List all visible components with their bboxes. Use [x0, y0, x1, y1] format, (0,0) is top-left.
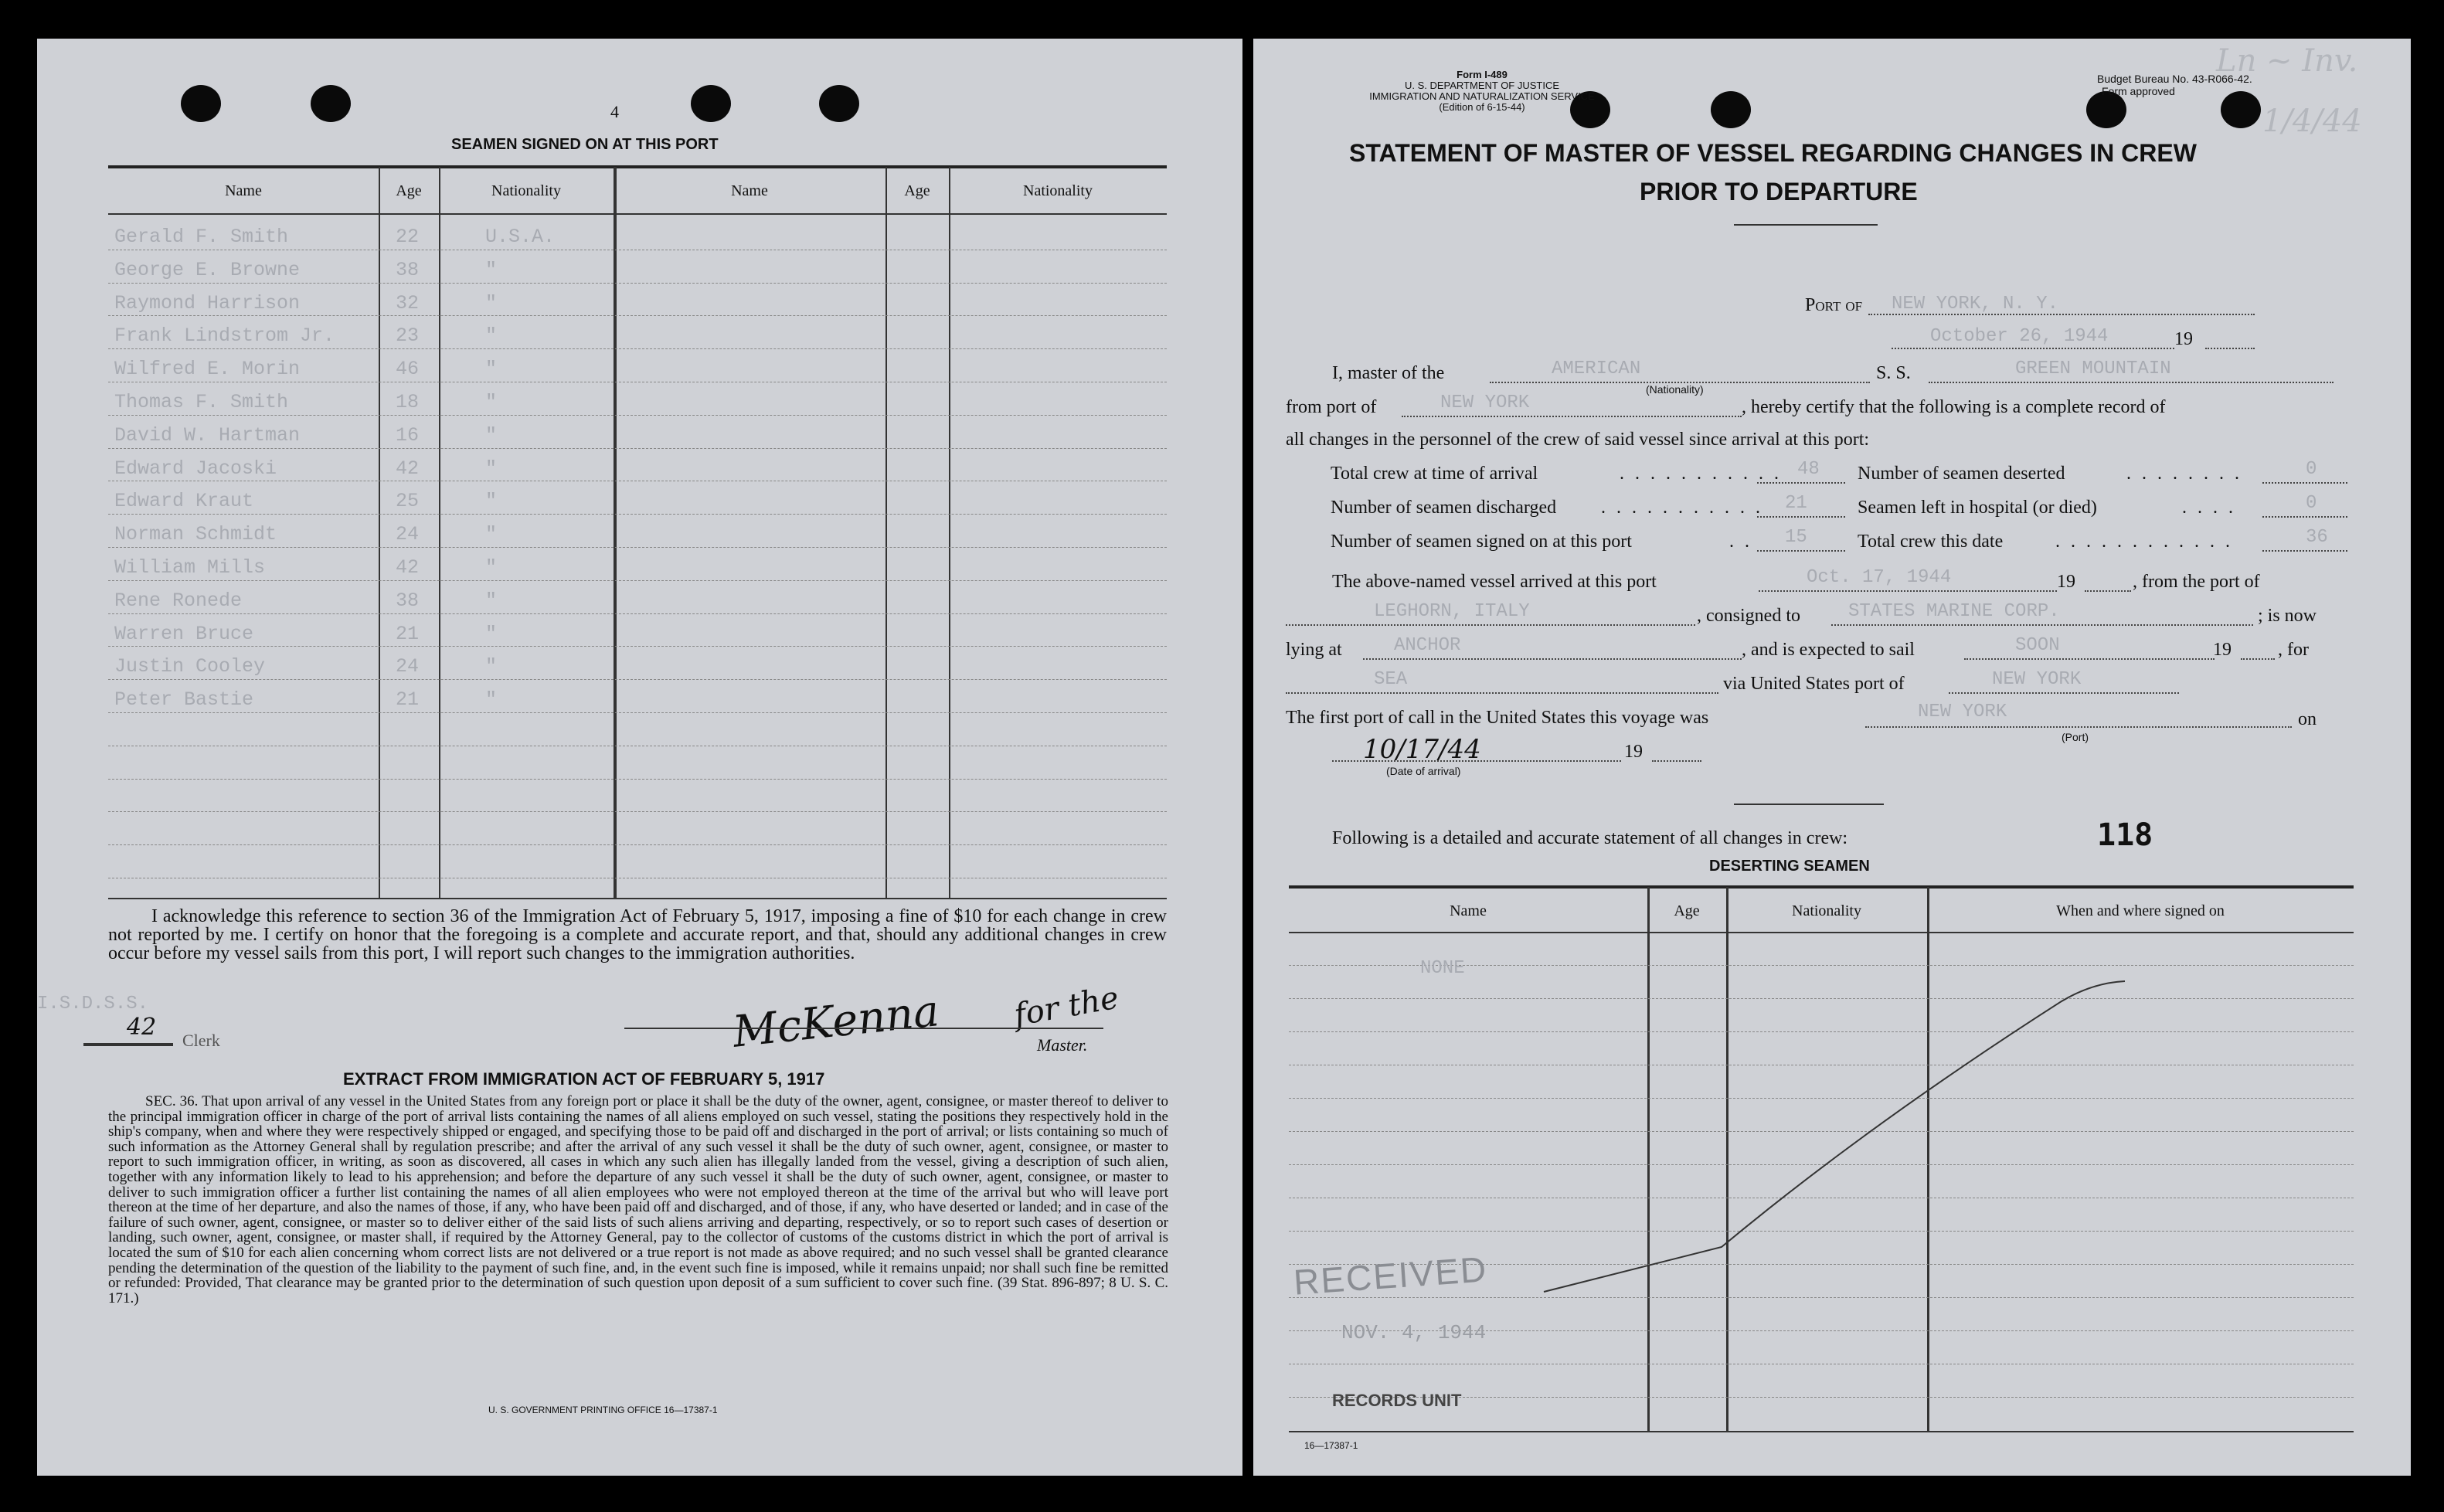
seaman-age: 42: [396, 457, 420, 480]
clerk-number: 42: [127, 1014, 157, 1041]
seaman-name: George E. Browne: [114, 258, 301, 281]
leader-dots: . . . . . . . .: [2126, 464, 2242, 484]
diagonal-strike-line: [1544, 981, 2125, 1292]
form-approved: Form approved: [2102, 85, 2175, 97]
port-of-label: Port of: [1805, 295, 1863, 315]
seaman-age: 38: [396, 258, 420, 281]
seaman-name: Edward Jacoski: [114, 457, 277, 480]
table-row-line: [108, 315, 1167, 316]
first-port-line: [1865, 726, 2292, 728]
arrived-value: Oct. 17, 1944: [1807, 567, 1952, 588]
seaman-nationality: ": [485, 258, 498, 281]
seaman-name: David W. Hartman: [114, 423, 301, 447]
leader-dots: . . . .: [2182, 498, 2236, 518]
via-label: via United States port of: [1723, 674, 1905, 694]
faint-handwriting: Ln ~ Inv.: [2216, 43, 2358, 79]
value-line: [1757, 516, 1845, 518]
seaman-age: 18: [396, 391, 420, 413]
year-line: [2241, 658, 2275, 660]
signature-line: [624, 1028, 1103, 1029]
total-crew-arrival-label: Total crew at time of arrival: [1331, 464, 1538, 484]
col-divider: [439, 167, 440, 898]
deserted-value: 0: [2306, 459, 2317, 480]
leader-dots: . . . . . . . . . . .: [1601, 498, 1763, 518]
seaman-name: Rene Ronede: [114, 589, 243, 612]
table-row-line: [108, 348, 1167, 349]
via-line: [1949, 692, 2179, 694]
year-line: [1652, 760, 1701, 762]
seaman-nationality: ": [485, 655, 498, 678]
seaman-name: Warren Bruce: [114, 622, 254, 645]
table-row-line: [108, 415, 1167, 416]
hospital-label: Seamen left in hospital (or died): [1858, 498, 2097, 518]
seaman-nationality: ": [485, 589, 498, 612]
seaman-age: 21: [396, 622, 420, 645]
on-label: on: [2298, 709, 2317, 729]
seaman-nationality: ": [485, 622, 498, 645]
table-row-line: [108, 283, 1167, 284]
date-value: October 26, 1944: [1930, 326, 2109, 347]
is-now-text: ; is now: [2258, 606, 2317, 626]
footer-number: 16—17387-1: [1304, 1440, 1358, 1451]
value-line: [2262, 516, 2347, 518]
seaman-age: 38: [396, 589, 420, 612]
received-date: NOV. 4, 1944: [1341, 1321, 1487, 1344]
col-divider: [949, 167, 950, 898]
table-row-line: [108, 811, 1167, 812]
master-of-label: I, master of the: [1332, 363, 1445, 383]
form-title-line2: PRIOR TO DEPARTURE: [1640, 178, 1918, 206]
table-row-line: [108, 514, 1167, 515]
seaman-nationality: ": [485, 358, 498, 381]
from-port-of-text: , from the port of: [2133, 572, 2260, 592]
seaman-name: William Mills: [114, 556, 266, 579]
sail-line: [1964, 658, 2215, 660]
table-row-line: [108, 712, 1167, 713]
from-port-label: from port of: [1286, 397, 1377, 417]
seaman-age: 32: [396, 291, 420, 314]
value-line: [1757, 482, 1845, 484]
arrived-line: [1759, 590, 2057, 592]
signed-on-value: 15: [1785, 527, 1807, 548]
seaman-age: 24: [396, 655, 420, 678]
via-value: NEW YORK: [1992, 669, 2082, 690]
total-crew-date-label: Total crew this date: [1858, 532, 2004, 552]
master-label: Master.: [1037, 1035, 1088, 1055]
seaman-age: 22: [396, 226, 420, 248]
stamp-number: 118: [2097, 817, 2153, 853]
port-label: (Port): [2062, 731, 2089, 743]
year-line: [2205, 348, 2255, 349]
seaman-nationality: ": [485, 523, 498, 546]
seaman-nationality: ": [485, 556, 498, 579]
origin-value: LEGHORN, ITALY: [1374, 601, 1530, 622]
arrival-date-value: 10/17/44: [1363, 734, 1481, 765]
seaman-age: 16: [396, 423, 420, 447]
arrived-text: The above-named vessel arrived at this port: [1332, 572, 1657, 592]
value-line: [1757, 550, 1845, 552]
date-line: [1892, 348, 2174, 349]
total-crew-arrival-value: 48: [1797, 459, 1820, 480]
form-title-line1: STATEMENT OF MASTER OF VESSEL REGARDING CHANGES IN CREW: [1349, 139, 2197, 167]
seaman-name: Edward Kraut: [114, 490, 254, 513]
acknowledgment-text: I acknowledge this reference to section 36 of the Immigration Act of February 5, 1917, imposing a fine of $10 for each change in crew not reported by me. I certify on honor that the foregoing is a complete and accurate report, and that, should any additional changes in crew occur before my vessel sails from this port, I will report such changes to the immigration authorities.: [108, 906, 1167, 963]
from-port-line: [1402, 416, 1742, 417]
seaman-nationality: ": [485, 423, 498, 447]
column-header-name: Name: [731, 182, 768, 199]
consigned-label: , consigned to: [1697, 606, 1800, 626]
section-36-text: SEC. 36. That upon arrival of any vessel in the United States from any foreign port or place it shall be the duty of the owner, agent, consignee, or master thereof to deliver to the principal immigration officer in charge of the port of arrival lists containing the names of all aliens employed on such vessel, stating the positions they respectively hold in the ship's company, when and where they were respectively shipped or engaged, and specifying those to be paid off and discharged in the port of arrival; or lists containing so much of such information as the Attorney General shall by regulation prescribe; and after the arrival of any such vessel it shall be the duty of such owner, agent, consignee, or master to report to such immigration officer, in writing, as soon as discovered, all cases in which any such alien has illegally landed from the vessel, giving a description of such alien, together with any information likely to lead to his apprehension; and before the departure of any such vessel it shall be the duty of such owner, agent, consignee, or master to deliver to such immigration officer a further list containing the names of all alien employees who were not employed thereon at the time of the arrival but who will leave port thereon at the time of her departure, and also the names of those, if any, who have been paid off and discharged, and of those, if any, who have deserted or landed; and in case of the failure of such owner, agent, consignee, or master so to deliver either of the said lists of such aliens arriving and departing, respectively, or so to report such cases of desertion or landing, such owner, agent, consignee, or master shall, if required by the Attorney General, pay to the collector of customs of the customs district in which the port of arrival is located the sum of $10 for each alien concerning whom correct lists are not delivered or a true report is not made as above required; and no such vessel shall be granted clearance pending the determination of the question of the liability to the payment of such fine, and, in the event such fine is imposed, while it remains unpaid; nor shall such fine be remitted or refunded: Provided, That clearance may be granted prior to the determination of such question upon deposit of a sum sufficient to cover such fine. (39 Stat. 896-897; 8 U. S. C. 171.): [108, 1093, 1168, 1306]
col-divider: [379, 167, 380, 898]
table-row-line: [108, 646, 1167, 647]
ship-value: GREEN MOUNTAIN: [2015, 358, 2171, 379]
department: U. S. DEPARTMENT OF JUSTICE: [1404, 80, 1560, 91]
port-value: NEW YORK, N. Y.: [1892, 294, 2059, 314]
seaman-age: 46: [396, 358, 420, 381]
certify-text: , hereby certify that the following is a complete record of: [1742, 397, 2166, 417]
title-underline: [1734, 224, 1878, 226]
first-port-text: The first port of call in the United States this voyage was: [1286, 708, 1709, 728]
column-header-nationality: Nationality: [491, 182, 561, 199]
desert-table-bottom-rule: [1289, 1431, 2354, 1432]
seaman-name: Justin Cooley: [114, 655, 266, 678]
document-sheet: [37, 39, 2411, 1476]
faint-stamp: I.S.D.S.S.: [37, 994, 149, 1014]
lying-line: [1363, 658, 1742, 660]
received-stamp: RECEIVED: [1292, 1249, 1489, 1303]
leader-dots: . . . . . . . . . . . .: [2055, 532, 2233, 552]
leader-dots: . .: [1729, 532, 1752, 552]
expected-sail-text: , and is expected to sail: [1742, 640, 1915, 660]
hospital-value: 0: [2306, 493, 2317, 514]
year-prefix: 19: [2057, 572, 2075, 592]
seaman-age: 24: [396, 523, 420, 546]
year-prefix: 19: [2213, 640, 2232, 660]
deserted-label: Number of seamen deserted: [1858, 464, 2065, 484]
consignee-value: STATES MARINE CORP.: [1848, 601, 2060, 622]
punch-hole: [819, 85, 859, 122]
lying-value: ANCHOR: [1394, 635, 1461, 656]
punch-hole: [311, 85, 351, 122]
desert-header-nationality: Nationality: [1792, 902, 1861, 919]
seaman-name: Wilfred E. Morin: [114, 358, 301, 381]
faint-handwriting: 1/4/44: [2262, 104, 2362, 139]
following-text: Following is a detailed and accurate statement of all changes in crew:: [1332, 828, 1848, 848]
section-divider: [1734, 804, 1884, 805]
from-port-value: NEW YORK: [1440, 392, 1530, 413]
sail-value: SOON: [2015, 635, 2060, 656]
none-strike-line: [1289, 932, 2354, 1431]
for-the-handwritten: for the: [1011, 980, 1122, 1034]
signed-on-label: Number of seamen signed on at this port: [1331, 532, 1632, 552]
table-row-line: [108, 779, 1167, 780]
table-header-rule: [108, 213, 1167, 215]
page-fold: [1242, 39, 1253, 1476]
deserting-title: DESERTING SEAMEN: [1709, 858, 1870, 875]
ship-line: [1929, 382, 2334, 383]
value-line: [2262, 482, 2347, 484]
table-row-line: [108, 844, 1167, 845]
consignee-line: [1831, 624, 2253, 626]
column-header-age: Age: [904, 182, 930, 199]
seaman-name: Norman Schmidt: [114, 523, 277, 546]
col-divider: [614, 167, 617, 898]
seaman-name: Thomas F. Smith: [114, 391, 289, 413]
date-of-arrival-label: (Date of arrival): [1386, 765, 1461, 777]
budget-bureau: Budget Bureau No. 43-R066-42.: [2097, 73, 2252, 85]
seaman-name: Frank Lindstrom Jr.: [114, 324, 335, 348]
table-row-line: [108, 679, 1167, 680]
seaman-nationality: ": [485, 457, 498, 480]
col-divider: [885, 167, 887, 898]
origin-line: [1286, 624, 1695, 626]
desert-entry: NONE: [1420, 958, 1465, 979]
seaman-nationality: ": [485, 391, 498, 413]
punch-hole: [691, 85, 731, 122]
punch-hole: [181, 85, 221, 122]
punch-hole: [2221, 91, 2261, 128]
form-header: [1273, 70, 1691, 113]
service: IMMIGRATION AND NATURALIZATION SERVICE: [1369, 90, 1595, 102]
discharged-label: Number of seamen discharged: [1331, 498, 1557, 518]
seaman-name: Raymond Harrison: [114, 291, 301, 314]
lying-at-label: lying at: [1286, 640, 1342, 660]
printing-office-note: U. S. GOVERNMENT PRINTING OFFICE 16—17387-1: [488, 1405, 718, 1415]
seaman-nationality: ": [485, 490, 498, 513]
table-bottom-rule: [108, 898, 1167, 899]
desert-table-top-rule: [1289, 885, 2354, 889]
seaman-nationality: ": [485, 688, 498, 712]
destination-value: SEA: [1374, 669, 1408, 690]
seaman-name: Gerald F. Smith: [114, 226, 289, 248]
clerk-label: Clerk: [182, 1031, 220, 1050]
desert-header-age: Age: [1674, 902, 1700, 919]
nationality-label: (Nationality): [1646, 383, 1704, 396]
master-signature: McKenna: [730, 986, 942, 1058]
form-number: Form I-489: [1457, 69, 1508, 80]
column-header-name: Name: [225, 182, 262, 199]
seaman-age: 23: [396, 324, 420, 348]
page-number: 4: [610, 102, 619, 121]
nationality-value: AMERICAN: [1552, 358, 1641, 379]
discharged-value: 21: [1785, 493, 1807, 514]
destination-line: [1286, 692, 1718, 694]
punch-hole: [1711, 91, 1751, 128]
desert-header-when-where: When and where signed on: [2056, 902, 2225, 919]
edition: (Edition of 6-15-44): [1439, 101, 1525, 113]
seaman-nationality: ": [485, 291, 498, 314]
leader-dots: . . . . . . . . . . .: [1620, 464, 1782, 484]
seaman-nationality: U.S.A.: [485, 226, 556, 248]
seaman-nationality: ": [485, 324, 498, 348]
desert-header-name: Name: [1450, 902, 1487, 919]
ss-label: S. S.: [1876, 363, 1911, 383]
first-port-value: NEW YORK: [1918, 702, 2007, 722]
extract-title: EXTRACT FROM IMMIGRATION ACT OF FEBRUARY 5, 1917: [343, 1069, 825, 1089]
year-prefix: 19: [2174, 329, 2193, 349]
year-prefix: 19: [1624, 742, 1643, 762]
table-row-line: [108, 613, 1167, 614]
table-top-rule: [108, 165, 1167, 168]
value-line: [2262, 550, 2347, 552]
table-row-line: [108, 547, 1167, 548]
seaman-name: Peter Bastie: [114, 688, 254, 712]
table-row-line: [108, 448, 1167, 449]
total-crew-date-value: 36: [2306, 527, 2328, 548]
seaman-age: 42: [396, 556, 420, 579]
for-label: , for: [2278, 640, 2309, 660]
column-header-nationality: Nationality: [1023, 182, 1093, 199]
seaman-age: 21: [396, 688, 420, 712]
clerk-line: [83, 1043, 173, 1046]
all-changes-text: all changes in the personnel of the crew of said vessel since arrival at this port:: [1286, 430, 1870, 450]
column-header-age: Age: [396, 182, 422, 199]
table-row-line: [108, 580, 1167, 581]
seaman-age: 25: [396, 490, 420, 513]
records-unit-stamp: RECORDS UNIT: [1332, 1391, 1462, 1410]
section-title: SEAMEN SIGNED ON AT THIS PORT: [451, 136, 719, 153]
year-line: [2085, 590, 2131, 592]
